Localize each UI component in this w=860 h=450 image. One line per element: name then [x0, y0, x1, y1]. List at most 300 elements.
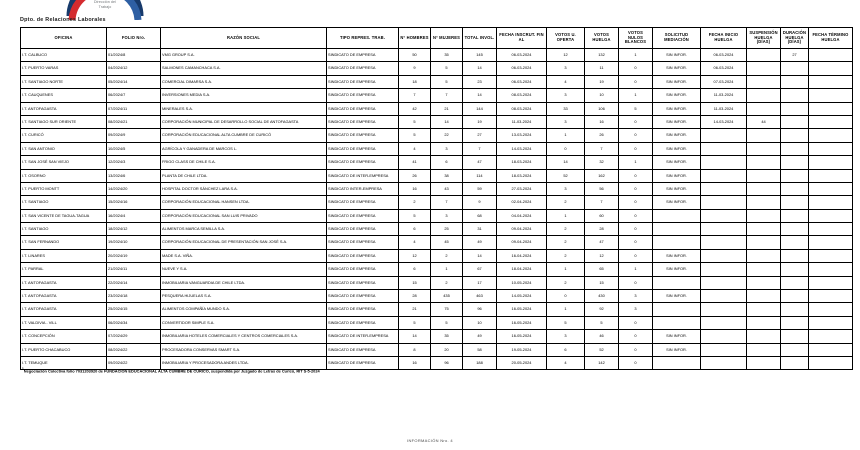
table-cell: SINDICATO DE EMPRESA — [327, 223, 399, 236]
table-cell — [701, 330, 747, 343]
table-cell: 6 — [431, 156, 463, 169]
footnote-marker: 1 — [22, 367, 24, 371]
table-cell: PROCESADORA CONSERVAS SMART S.A. — [161, 343, 327, 356]
table-cell: 25 — [431, 223, 463, 236]
table-cell: 0 — [619, 62, 653, 75]
table-cell: 21 — [431, 102, 463, 115]
table-cell — [781, 102, 809, 115]
table-cell — [747, 236, 781, 249]
table-cell: 06/2024/7 — [107, 89, 161, 102]
table-cell: 16 — [585, 115, 619, 128]
table-cell: 1 — [619, 263, 653, 276]
table-cell — [653, 303, 701, 316]
table-cell: 0 — [619, 236, 653, 249]
table-cell — [747, 169, 781, 182]
table-cell: I.T. SAN JOSÉ SAN VIEJO — [21, 156, 107, 169]
table-cell: SIN INFOR. — [653, 75, 701, 88]
table-cell: 06/2024/34 — [107, 316, 161, 329]
table-cell — [747, 156, 781, 169]
table-cell: 5 — [399, 129, 431, 142]
table-cell: 0 — [619, 223, 653, 236]
table-cell: 31 — [463, 223, 497, 236]
table-cell — [809, 75, 853, 88]
table-cell: 06-03-2024 — [497, 62, 547, 75]
table-cell: 4 — [399, 236, 431, 249]
table-cell: 07-03-2024 — [701, 75, 747, 88]
table-cell — [653, 276, 701, 289]
table-row — [21, 209, 853, 222]
table-cell: 3 — [431, 142, 463, 155]
table-cell: I.T. PUERTO CHACABUCO — [21, 343, 107, 356]
table-row — [21, 75, 853, 88]
table-cell: SINDICATO DE EMPRESA — [327, 49, 399, 62]
strike-report-table-wrapper — [20, 27, 849, 370]
table-cell — [701, 236, 747, 249]
table-cell: 2 — [547, 249, 585, 262]
table-cell: 5 — [431, 316, 463, 329]
column-header: TOTAL INVOL. — [463, 28, 497, 49]
department-title: Dpto. de Relaciones Laborales — [20, 17, 106, 23]
table-cell: 19 — [585, 75, 619, 88]
table-cell: 1 — [547, 303, 585, 316]
table-cell: 68 — [463, 209, 497, 222]
table-cell: 4 — [547, 75, 585, 88]
table-cell: SINDICATO DE INTER-EMPRESA — [327, 330, 399, 343]
column-header: TIPO REPRES. TRAB. — [327, 28, 399, 49]
table-cell: 18-03-2024 — [497, 156, 547, 169]
table-cell — [809, 276, 853, 289]
table-cell: MADE S.A. VIÑA. — [161, 249, 327, 262]
table-cell: INMOBILIARIA VANGUARDIA DE CHILE LTDA. — [161, 276, 327, 289]
table-cell — [781, 236, 809, 249]
table-cell: SINDICATO DE EMPRESA — [327, 89, 399, 102]
table-cell: SINDICATO DE EMPRESA — [327, 356, 399, 369]
table-cell: CORPORACIÓN EDUCACIONAL DE PRESENTACIÓN SAN JOSÉ S.A. — [161, 236, 327, 249]
table-cell: SIN INFOR. — [653, 196, 701, 209]
table-cell: I.T. SANTIAGO NORTE — [21, 75, 107, 88]
table-cell: 15 — [399, 276, 431, 289]
table-cell: 16 — [399, 182, 431, 195]
table-cell: INMOBILIARIA Y PROCESADORA ANDES LTDA. — [161, 356, 327, 369]
table-cell — [809, 169, 853, 182]
table-cell — [781, 129, 809, 142]
table-cell: SINDICATO DE EMPRESA — [327, 276, 399, 289]
table-cell — [809, 263, 853, 276]
table-cell: 0 — [619, 209, 653, 222]
table-cell: PESQUERA HIJUELAS S.A. — [161, 290, 327, 303]
table-cell: 0 — [619, 343, 653, 356]
table-cell: 65 — [585, 263, 619, 276]
table-cell: 145 — [463, 49, 497, 62]
table-cell: CORPORACIÓN MUNICIPAL DE DESARROLLO SOCIAL DE ANTOFAGASTA — [161, 115, 327, 128]
table-cell: 21 — [399, 303, 431, 316]
table-cell — [781, 290, 809, 303]
table-cell — [781, 169, 809, 182]
table-cell: 52 — [547, 169, 585, 182]
table-cell — [809, 343, 853, 356]
table-cell: 18 — [399, 75, 431, 88]
table-cell — [747, 223, 781, 236]
table-cell — [809, 196, 853, 209]
table-cell: 58 — [463, 343, 497, 356]
table-cell — [747, 75, 781, 88]
table-cell: 8 — [399, 343, 431, 356]
table-cell — [809, 330, 853, 343]
table-cell: 33 — [547, 102, 585, 115]
table-cell: 9 — [399, 62, 431, 75]
table-cell: 13-03-2024 — [497, 129, 547, 142]
table-row — [21, 115, 853, 128]
table-cell: 17 — [463, 276, 497, 289]
table-cell: 106 — [585, 102, 619, 115]
table-cell: I.T. CALBUCO — [21, 49, 107, 62]
table-cell — [701, 263, 747, 276]
table-cell: 35 — [431, 49, 463, 62]
table-cell: 47 — [463, 156, 497, 169]
table-cell — [747, 330, 781, 343]
table-cell: 09-04-2024 — [497, 236, 547, 249]
table-cell: 43 — [431, 182, 463, 195]
table-cell: I.T. ANTOFAGASTA — [21, 276, 107, 289]
table-cell — [809, 316, 853, 329]
table-cell: I.T. PARRAL — [21, 263, 107, 276]
table-cell: SINDICATO DE EMPRESA — [327, 316, 399, 329]
table-cell: 22 — [431, 129, 463, 142]
table-cell — [701, 169, 747, 182]
table-body — [21, 49, 853, 370]
table-row — [21, 102, 853, 115]
table-cell: 0 — [619, 249, 653, 262]
table-cell: 144 — [463, 102, 497, 115]
column-header: OFICINA — [21, 28, 107, 49]
table-cell: 4 — [399, 142, 431, 155]
table-cell — [809, 223, 853, 236]
table-cell: SINDICATO DE EMPRESA — [327, 156, 399, 169]
table-cell — [809, 182, 853, 195]
table-cell: SALMONES CAMANCHACA S.A. — [161, 62, 327, 75]
table-cell: I.T. LINARES — [21, 249, 107, 262]
table-cell — [781, 62, 809, 75]
table-cell: 42 — [399, 102, 431, 115]
table-cell — [653, 209, 701, 222]
table-cell: 06-03-2024 — [701, 49, 747, 62]
table-cell: 07/2024/11 — [107, 102, 161, 115]
table-cell — [747, 290, 781, 303]
table-cell — [781, 156, 809, 169]
table-cell: 50 — [399, 49, 431, 62]
table-cell: 14 — [399, 330, 431, 343]
table-cell: 10 — [585, 89, 619, 102]
table-cell: 0 — [619, 129, 653, 142]
table-row — [21, 223, 853, 236]
table-cell: 07/2024/29 — [107, 330, 161, 343]
table-cell: I.T. SANTIAGO — [21, 196, 107, 209]
table-cell — [747, 102, 781, 115]
table-cell — [747, 303, 781, 316]
table-cell — [747, 209, 781, 222]
table-cell: 0 — [619, 75, 653, 88]
table-cell: 25/2024/15 — [107, 303, 161, 316]
table-cell: SINDICATO DE EMPRESA — [327, 249, 399, 262]
table-cell: 132 — [585, 49, 619, 62]
table-cell: 19 — [463, 115, 497, 128]
table-cell — [781, 343, 809, 356]
table-row — [21, 89, 853, 102]
table-cell — [781, 196, 809, 209]
table-cell: 3 — [547, 62, 585, 75]
table-cell: 11 — [585, 62, 619, 75]
table-cell: 14-03-2024 — [497, 142, 547, 155]
table-row — [21, 290, 853, 303]
table-cell: SINDICATO DE EMPRESA — [327, 196, 399, 209]
table-cell: 44 — [747, 115, 781, 128]
table-cell: 75 — [431, 303, 463, 316]
table-cell: 5 — [431, 75, 463, 88]
table-cell: 12 — [399, 249, 431, 262]
table-cell: 14/2024/20 — [107, 182, 161, 195]
table-cell: 3 — [619, 303, 653, 316]
table-cell — [701, 223, 747, 236]
table-cell — [701, 142, 747, 155]
table-cell: 12/2024/3 — [107, 156, 161, 169]
table-cell: 5 — [399, 209, 431, 222]
table-cell: 15/2024/16 — [107, 196, 161, 209]
table-cell — [701, 276, 747, 289]
table-cell: 09/2024/22 — [107, 356, 161, 369]
table-cell: 21/2024/11 — [107, 263, 161, 276]
table-cell — [701, 182, 747, 195]
table-cell: 60 — [585, 209, 619, 222]
table-cell: 6 — [399, 263, 431, 276]
table-cell — [653, 316, 701, 329]
table-cell: 08-03-2024 — [497, 89, 547, 102]
table-cell: SIN INFOR. — [653, 129, 701, 142]
table-cell: I.T. OSORNO — [21, 169, 107, 182]
table-cell: SIN INFOR. — [653, 102, 701, 115]
table-cell: 35 — [431, 330, 463, 343]
table-row — [21, 276, 853, 289]
table-cell: 38 — [431, 169, 463, 182]
table-row — [21, 236, 853, 249]
table-row — [21, 330, 853, 343]
table-cell: 11-03-2024 — [701, 89, 747, 102]
table-cell: SIN INFOR. — [653, 62, 701, 75]
table-cell: NUEVE Y S.A. — [161, 263, 327, 276]
table-cell: 12 — [547, 49, 585, 62]
table-cell: VMG GROUP S.A. — [161, 49, 327, 62]
table-cell: 0 — [547, 290, 585, 303]
table-cell — [747, 62, 781, 75]
table-cell: 0 — [619, 316, 653, 329]
table-cell — [701, 290, 747, 303]
column-header: FECHA INICIO HUELGA — [701, 28, 747, 49]
table-cell: SIN INFOR. — [653, 156, 701, 169]
table-cell: 46 — [585, 330, 619, 343]
table-row — [21, 62, 853, 75]
table-cell — [809, 290, 853, 303]
table-cell: I.T. PUERTO MONTT — [21, 182, 107, 195]
table-cell: I.T. SANTIAGO — [21, 223, 107, 236]
table-cell: 08/2024/22 — [107, 343, 161, 356]
table-cell — [781, 182, 809, 195]
table-cell: 4 — [547, 356, 585, 369]
table-cell: 20/2024/19 — [107, 249, 161, 262]
table-cell: SIN INFOR. — [653, 89, 701, 102]
column-header: RAZÓN SOCIAL — [161, 28, 327, 49]
footnote — [22, 367, 822, 373]
table-cell — [701, 129, 747, 142]
table-cell: 435 — [431, 290, 463, 303]
table-cell: 49 — [463, 236, 497, 249]
table-cell — [781, 223, 809, 236]
table-cell: 0 — [619, 115, 653, 128]
table-cell: SINDICATO DE EMPRESA — [327, 142, 399, 155]
table-cell: 16-05-2024 — [497, 330, 547, 343]
table-cell: 2 — [431, 276, 463, 289]
table-cell — [701, 316, 747, 329]
table-cell: 162 — [585, 169, 619, 182]
table-cell: I.T. CONCEPCIÓN — [21, 330, 107, 343]
table-cell: 7 — [399, 89, 431, 102]
table-cell — [747, 142, 781, 155]
table-cell — [781, 89, 809, 102]
table-cell: 92 — [585, 303, 619, 316]
table-cell: INMOBILIARIA HOTELES COMERCIALES Y CENTROS COMERCIALES S.A. — [161, 330, 327, 343]
table-cell: 14 — [463, 62, 497, 75]
table-cell: 18/2024/12 — [107, 223, 161, 236]
table-cell: 04/2024/12 — [107, 62, 161, 75]
table-cell: 06-03-2024 — [497, 49, 547, 62]
table-cell: 14-05-2024 — [497, 290, 547, 303]
column-header: SOLICITUD MEDIACIÓN — [653, 28, 701, 49]
table-cell: 3 — [547, 89, 585, 102]
table-row — [21, 316, 853, 329]
table-cell: I.T. TEMUQUE — [21, 356, 107, 369]
table-cell: 19/2024/10 — [107, 236, 161, 249]
table-cell: SIN INFOR. — [653, 249, 701, 262]
table-cell — [701, 156, 747, 169]
table-cell — [653, 223, 701, 236]
table-cell: 22/2024/14 — [107, 276, 161, 289]
table-cell: 49 — [463, 330, 497, 343]
table-cell — [781, 303, 809, 316]
table-cell: 0 — [619, 330, 653, 343]
table-cell: 7 — [585, 142, 619, 155]
table-row — [21, 303, 853, 316]
table-cell: 27-03-2024 — [497, 182, 547, 195]
table-cell: I.T. CURICÓ — [21, 129, 107, 142]
table-cell — [809, 129, 853, 142]
table-cell: 28 — [585, 223, 619, 236]
table-cell: 7 — [463, 142, 497, 155]
table-cell: 59 — [463, 182, 497, 195]
table-cell — [747, 49, 781, 62]
table-cell: 1 — [547, 129, 585, 142]
table-cell — [747, 343, 781, 356]
table-cell: 27 — [781, 49, 809, 62]
table-cell — [701, 209, 747, 222]
table-cell — [809, 62, 853, 75]
table-row — [21, 156, 853, 169]
table-cell: SINDICATO DE INTER-EMPRESA — [327, 169, 399, 182]
table-cell: 0 — [619, 169, 653, 182]
table-cell: SINDICATO DE EMPRESA — [327, 263, 399, 276]
table-cell: 52 — [585, 343, 619, 356]
column-header: VOTOS U. OFERTA — [547, 28, 585, 49]
table-cell: I.T. SANTIAGO SUR ORIENTE — [21, 115, 107, 128]
table-cell: 3 — [547, 115, 585, 128]
table-cell: 09/2024/9 — [107, 129, 161, 142]
table-cell: CORPORACIÓN EDUCACIONAL SAN LUIS PRIVADO — [161, 209, 327, 222]
table-cell: 9 — [463, 196, 497, 209]
table-cell — [747, 89, 781, 102]
table-cell: SIN INFOR. — [653, 290, 701, 303]
column-header: DURACIÓN HUELGA (DÍAS) — [781, 28, 809, 49]
table-cell: 5 — [619, 102, 653, 115]
table-cell: 10 — [463, 316, 497, 329]
table-cell: SINDICATO DE EMPRESA — [327, 343, 399, 356]
table-cell: 7 — [431, 196, 463, 209]
table-cell: I.T. ANTOFAGASTA — [21, 290, 107, 303]
table-cell: 16-05-2024 — [497, 303, 547, 316]
table-row — [21, 249, 853, 262]
table-header-row — [21, 28, 853, 49]
table-cell: 20-05-2024 — [497, 356, 547, 369]
table-cell: SINDICATO DE EMPRESA — [327, 236, 399, 249]
table-cell — [747, 263, 781, 276]
table-cell: 0 — [619, 142, 653, 155]
table-cell — [747, 182, 781, 195]
table-cell — [781, 263, 809, 276]
table-cell: 142 — [585, 356, 619, 369]
table-cell — [781, 75, 809, 88]
table-cell: 27 — [463, 129, 497, 142]
table-cell — [747, 129, 781, 142]
table-cell: SIN INFOR. — [653, 330, 701, 343]
table-cell: SINDICATO DE EMPRESA — [327, 115, 399, 128]
table-cell: 3 — [547, 330, 585, 343]
table-cell: 12 — [585, 249, 619, 262]
table-cell: 0 — [619, 276, 653, 289]
table-cell: 14-03-2024 — [701, 115, 747, 128]
table-cell — [809, 49, 853, 62]
column-header: N° HOMBRES — [399, 28, 431, 49]
column-header: FECHA INSCRUT. FIN AL — [497, 28, 547, 49]
table-cell: 96 — [463, 303, 497, 316]
table-cell: I.T. ANTOFAGASTA — [21, 102, 107, 115]
table-cell — [781, 249, 809, 262]
table-cell — [809, 89, 853, 102]
table-cell: 16 — [399, 356, 431, 369]
table-cell: 02-04-2024 — [497, 196, 547, 209]
table-cell: 14 — [547, 156, 585, 169]
table-cell — [809, 115, 853, 128]
table-cell: 04-04-2024 — [497, 209, 547, 222]
table-cell: 16/2024/4 — [107, 209, 161, 222]
table-cell: 2 — [547, 196, 585, 209]
column-header: SUSPENSIÓN HUELGA (DÍAS) — [747, 28, 781, 49]
table-cell: HOSPITAL DOCTOR SÁNCHEZ LARA S.A. — [161, 182, 327, 195]
table-cell: INVERSIONES MEDIA S.A. — [161, 89, 327, 102]
table-cell: 06-03-2024 — [497, 75, 547, 88]
table-cell: SIN INFOR. — [653, 169, 701, 182]
table-cell: SINDICATO DE EMPRESA — [327, 303, 399, 316]
table-cell: AGRÍCOLA Y GANADERA DE MARCOS L. — [161, 142, 327, 155]
table-cell: 7 — [431, 89, 463, 102]
table-cell — [781, 115, 809, 128]
page-footer: INFORMACIÓN Nro. 4 — [407, 438, 453, 443]
table-cell: I.T. SAN ANTONIO — [21, 142, 107, 155]
